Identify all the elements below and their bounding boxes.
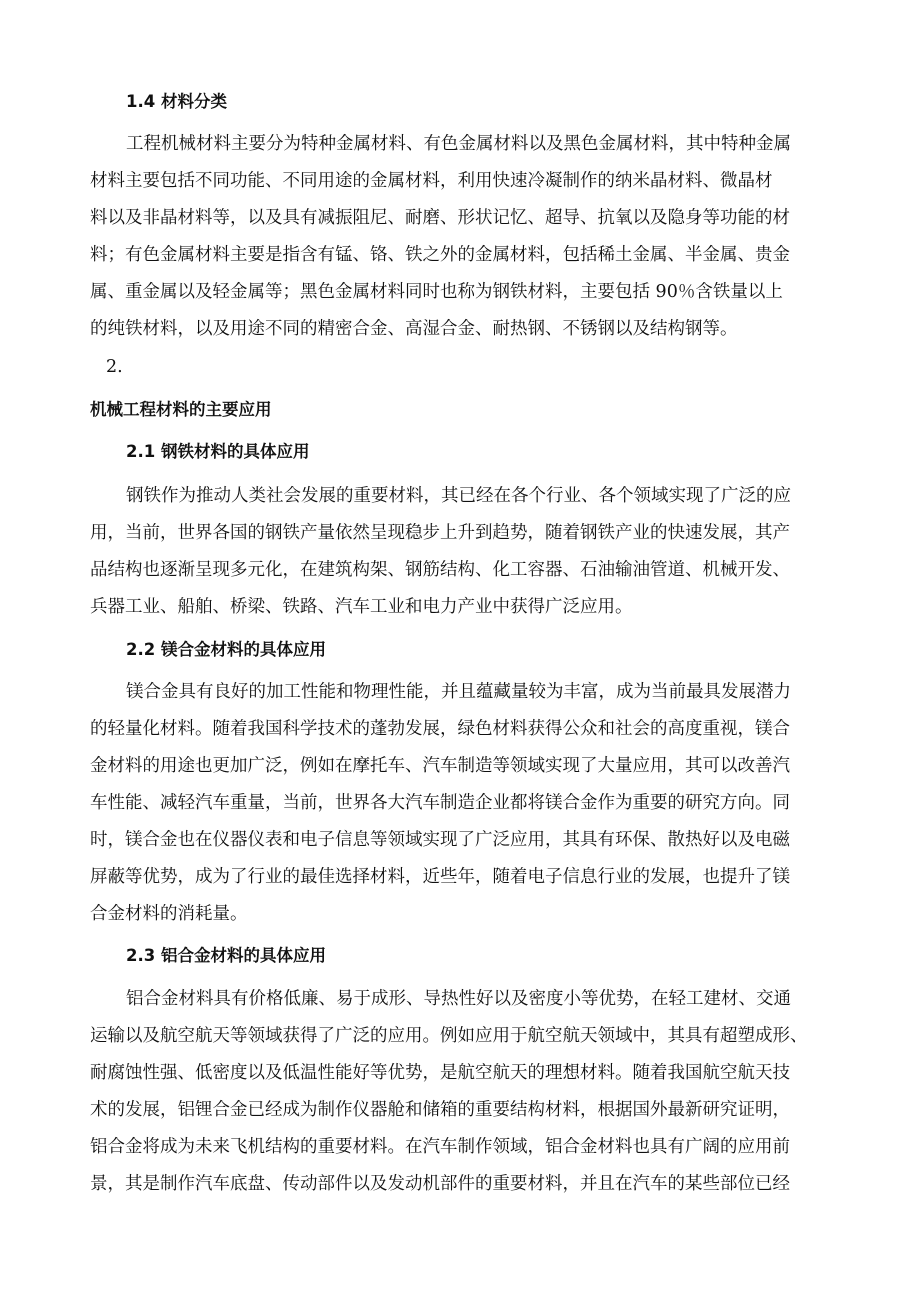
paragraph-line: 镁合金具有良好的加工性能和物理性能，并且蕴藏量较为丰富，成为当前最具发展潜力 [126, 682, 791, 702]
paragraph-line: 工程机械材料主要分为特种金属材料、有色金属材料以及黑色金属材料，其中特种金属 [126, 134, 791, 154]
paragraph-line: 合金材料的消耗量。 [90, 904, 248, 924]
paragraph-line: 车性能、减轻汽车重量，当前，世界各大汽车制造企业都将镁合金作为重要的研究方向。同 [90, 793, 790, 813]
paragraph-line: 的纯铁材料，以及用途不同的精密合金、高湿合金、耐热钢、不锈钢以及结构钢等。 [90, 319, 738, 339]
paragraph-line: 时，镁合金也在仪器仪表和电子信息等领域实现了广泛应用，其具有环保、散热好以及电磁 [90, 830, 790, 850]
paragraph-line: 用，当前，世界各国的钢铁产量依然呈现稳步上升到趋势，随着钢铁产业的快速发展，其产 [90, 523, 790, 543]
paragraph-line: 兵器工业、船舶、桥梁、铁路、汽车工业和电力产业中获得广泛应用。 [90, 597, 633, 617]
paragraph-line: 金材料的用途也更加广泛，例如在摩托车、汽车制造等领域实现了大量应用，其可以改善汽 [90, 756, 790, 776]
paragraph-line: 钢铁作为推动人类社会发展的重要材料，其已经在各个行业、各个领域实现了广泛的应 [126, 486, 791, 506]
paragraph-line: 铝合金将成为未来飞机结构的重要材料。在汽车制作领域，铝合金材料也具有广阔的应用前 [90, 1137, 790, 1157]
section-heading-1-4: 1.4 材料分类 [126, 92, 227, 111]
paragraph-line: 耐腐蚀性强、低密度以及低温性能好等优势，是航空航天的理想材料。随着我国航空航天技 [90, 1063, 790, 1083]
section-title-2: 机械工程材料的主要应用 [90, 400, 272, 419]
paragraph-line: 术的发展，铝锂合金已经成为制作仪器舱和储箱的重要结构材料，根据国外最新研究证明， [90, 1100, 790, 1120]
paragraph-line: 运输以及航空航天等领域获得了广泛的应用。例如应用于航空航天领域中，其具有超塑成形、 [90, 1026, 808, 1046]
paragraph-line: 屏蔽等优势，成为了行业的最佳选择材料，近些年，随着电子信息行业的发展，也提升了镁 [90, 867, 790, 887]
paragraph-line: 属、重金属以及轻金属等；黑色金属材料同时也称为钢铁材料，主要包括 90％含铁量以上 [90, 282, 783, 302]
paragraph-line: 料以及非晶材料等，以及具有减振阻尼、耐磨、形状记忆、超导、抗氧以及隐身等功能的材 [90, 208, 790, 228]
paragraph-line: 料；有色金属材料主要是指含有锰、铬、铁之外的金属材料，包括稀土金属、半金属、贵金 [90, 245, 790, 265]
section-heading-2-2: 2.2 镁合金材料的具体应用 [126, 640, 326, 659]
paragraph-line: 材料主要包括不同功能、不同用途的金属材料，利用快速冷凝制作的纳米晶材料、微晶材 [90, 171, 773, 191]
section-heading-2-1: 2.1 钢铁材料的具体应用 [126, 442, 310, 461]
paragraph-line: 铝合金材料具有价格低廉、易于成形、导热性好以及密度小等优势，在轻工建材、交通 [126, 989, 791, 1009]
paragraph-line: 品结构也逐渐呈现多元化，在建筑构架、钢筋结构、化工容器、石油输油管道、机械开发、 [90, 560, 790, 580]
paragraph-line: 景，其是制作汽车底盘、传动部件以及发动机部件的重要材料，并且在汽车的某些部位已经 [90, 1174, 790, 1194]
section-heading-2-3: 2.3 铝合金材料的具体应用 [126, 946, 326, 965]
section-number-2: 2. [106, 357, 123, 377]
paragraph-line: 的轻量化材料。随着我国科学技术的蓬勃发展，绿色材料获得公众和社会的高度重视，镁合 [90, 719, 790, 739]
